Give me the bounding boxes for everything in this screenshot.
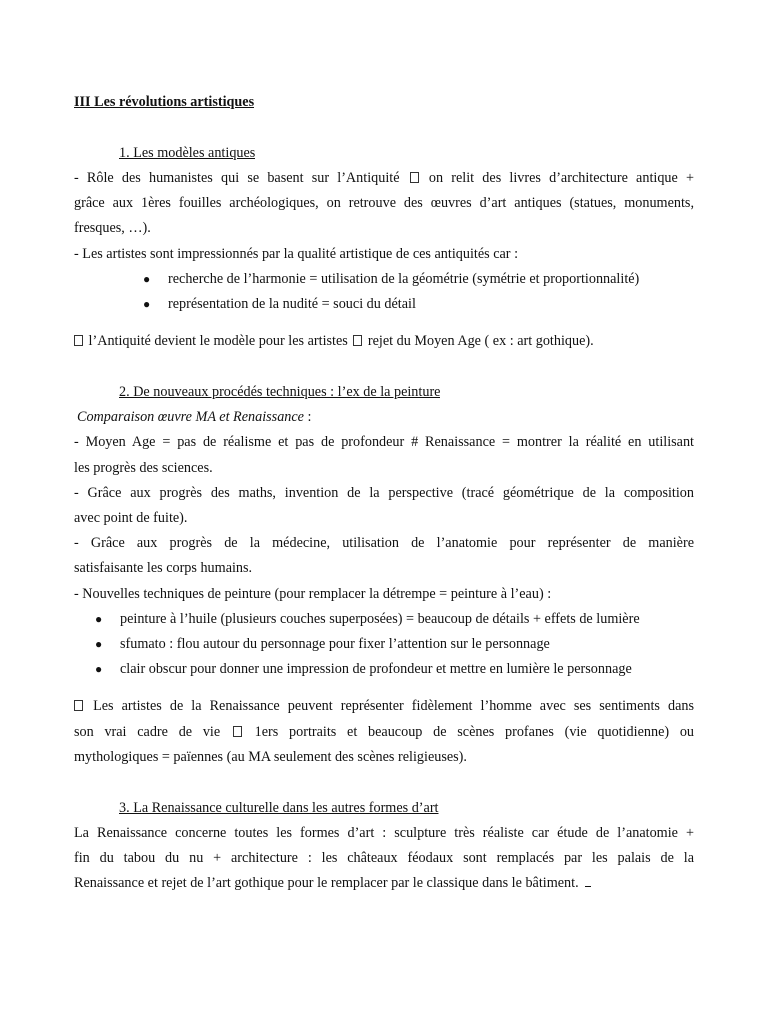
s1-concl-b: rejet du Moyen Age ( ex : art gothique).	[367, 333, 594, 349]
s1-p1-a: - Rôle des humanistes qui se basent sur l’Antiquité	[74, 170, 400, 186]
s1-bullet-2: représentation de la nudité = souci du détail	[168, 296, 416, 312]
bullet-icon: ●	[95, 662, 103, 676]
s2-bullet-1: peinture à l’huile (plusieurs couches superposées) = beaucoup de détails + effets de lumière	[120, 611, 640, 627]
s3-line-1: La Renaissance concerne toutes les formes d’art : sculpture très réaliste car étude de l’anatomie +	[74, 825, 694, 841]
s2-concl-2a: son vrai cadre de vie	[74, 724, 221, 740]
bullet-icon: ●	[95, 637, 103, 651]
underline-mark	[585, 876, 591, 887]
s2-bullet-3: clair obscur pour donner une impression de profondeur et mettre en lumière le personnage	[120, 661, 632, 677]
s2-conclusion-line-1	[74, 694, 694, 718]
bullet-icon: ●	[95, 612, 103, 626]
s3-l3: Renaissance et rejet de l’art gothique pour le remplacer par le classique dans le bâtiment.	[74, 875, 579, 891]
s2-conclusion-line-3: mythologiques = païennes (au MA seulement des scènes religieuses).	[74, 749, 467, 765]
s2-conclusion-line-2	[74, 720, 694, 744]
s2-compare-label	[77, 405, 697, 429]
arrow-symbol-icon	[353, 335, 362, 346]
bullet-icon: ●	[143, 297, 151, 311]
s2-compare-italic: Comparaison œuvre MA et Renaissance	[77, 409, 304, 425]
s2-line-4: avec point de fuite).	[74, 510, 188, 526]
s2-bullet-2: sfumato : flou autour du personnage pour fixer l’attention sur le personnage	[120, 636, 550, 652]
s2-line-3: - Grâce aux progrès des maths, invention de la perspective (tracé géométrique de la composition	[74, 485, 694, 501]
s2-line-5: - Grâce aux progrès de la médecine, utilisation de l’anatomie pour représenter de manière	[74, 535, 694, 551]
s2-line-6: satisfaisante les corps humains.	[74, 560, 253, 576]
section-2-heading: 2. De nouveaux procédés techniques : l’ex de la peinture	[119, 384, 441, 400]
s1-p1-b: on relit des livres d’architecture antique +	[428, 170, 694, 186]
s1-paragraph-line-2: grâce aux 1ères fouilles archéologiques, on retrouve des œuvres d’art antiques (statues, monuments,	[74, 195, 694, 211]
s1-conclusion	[74, 329, 694, 353]
s1-concl-a: l’Antiquité devient le modèle pour les artistes	[88, 333, 348, 349]
s1-paragraph-line-1	[74, 166, 694, 190]
s1-paragraph-2: - Les artistes sont impressionnés par la qualité artistique de ces antiquités car :	[74, 246, 519, 262]
s2-concl-2b: 1ers portraits et beaucoup de scènes profanes (vie quotidienne) ou	[254, 724, 694, 740]
section-3-heading: 3. La Renaissance culturelle dans les autres formes d’art	[119, 800, 439, 816]
section-title: III Les révolutions artistiques	[74, 94, 255, 110]
s2-compare-tail: :	[303, 409, 312, 425]
s2-line-7: - Nouvelles techniques de peinture (pour remplacer la détrempe = peinture à l’eau) :	[74, 586, 552, 602]
s2-concl-1: Les artistes de la Renaissance peuvent représenter fidèlement l’homme avec ses sentiments dans	[93, 698, 694, 714]
bullet-icon: ●	[143, 272, 151, 286]
s1-paragraph-line-3: fresques, …).	[74, 220, 151, 236]
s1-bullet-1: recherche de l’harmonie = utilisation de la géométrie (symétrie et proportionnalité)	[168, 271, 640, 287]
arrow-symbol-icon	[410, 172, 419, 183]
s2-line-1: - Moyen Age = pas de réalisme et pas de profondeur # Renaissance = montrer la réalité en utilisant	[74, 434, 694, 450]
s3-line-2: fin du tabou du nu + architecture : les châteaux féodaux sont remplacés par les palais de la	[74, 850, 694, 866]
s2-line-2: les progrès des sciences.	[74, 460, 213, 476]
s3-line-3	[74, 871, 694, 895]
section-1-heading: 1. Les modèles antiques	[119, 145, 256, 161]
arrow-symbol-icon	[74, 700, 83, 711]
arrow-symbol-icon	[74, 335, 83, 346]
arrow-symbol-icon	[233, 726, 242, 737]
